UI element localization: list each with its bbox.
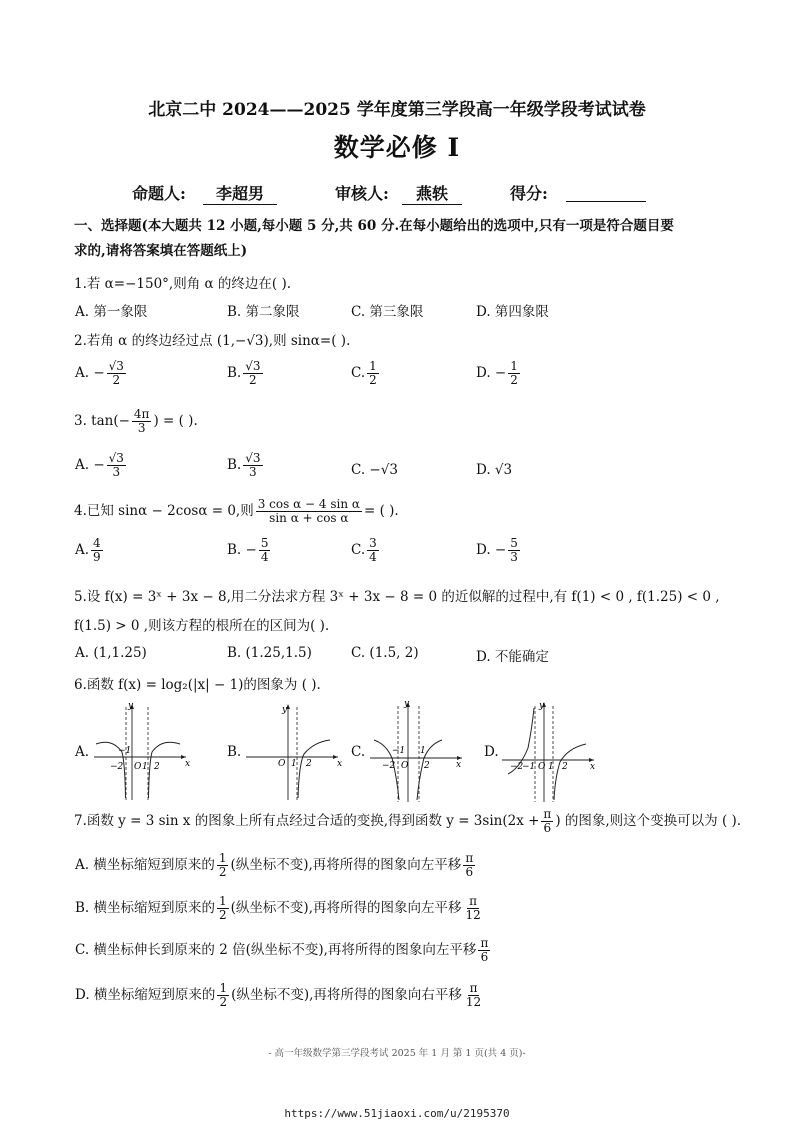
svg-text:−1: −1 [522, 762, 536, 772]
q6-option-b-label: B. [227, 744, 242, 760]
author-name: 李超男 [203, 181, 277, 205]
svg-text:x: x [337, 759, 343, 769]
page-footer: - 高一年级数学第三学段考试 2025 年 1 月 第 1 页(共 4 页)- [268, 1048, 526, 1059]
q7-stem: 7.函数 y = 3 sin x 的图象上所有点经过合适的变换,得到函数 y = 3sin(2x + $\frac{\pi}{6}$ ) 的图象,则这个变换可以为 ( ). [74, 807, 742, 836]
q2-stem: 2.若角 α 的终边经过点 (1,−√3),则 sinα=( ). [74, 333, 351, 349]
q1-option-d: D. 第四象限 [476, 304, 549, 320]
q3-option-d: D. √3 [476, 462, 513, 478]
svg-text:−2: −2 [510, 762, 524, 772]
section-heading [74, 214, 724, 264]
q7-option-d: D. 横坐标缩短到原来的 $\frac{1}{2}$ (纵坐标不变),再将所得的图象向右平移 $\frac{\pi}{12}$ [75, 981, 482, 1010]
svg-text:O: O [134, 762, 142, 772]
q5-option-a: A. (1,1.25) [75, 645, 147, 661]
section-line-2: 求的,请将答案填在答题纸上) [74, 243, 248, 259]
q6-graph-a [92, 702, 192, 802]
q1-stem: 1.若 α=−150°,则角 α 的终边在( ). [74, 276, 292, 292]
q4-option-b: B. − $\frac{5}{4}$ [227, 536, 269, 565]
svg-text:x: x [185, 759, 191, 769]
svg-text:2: 2 [562, 762, 568, 772]
reviewer-name: 燕轶 [402, 181, 462, 205]
q2-option-b: B. $\frac{√3}{2}$ [227, 359, 261, 388]
svg-text:1: 1 [420, 746, 426, 756]
reviewer-label: 审核人: [335, 184, 389, 203]
q3-stem: 3. tan(− $\frac{4\pi}{3}$ ) = ( ). [74, 407, 198, 436]
q3-option-a: A. − $\frac{√3}{3}$ [75, 451, 124, 480]
svg-text:y: y [404, 699, 410, 709]
q6-option-d-label: D. [484, 744, 499, 760]
q5-option-b: B. (1.25,1.5) [227, 645, 312, 661]
svg-text:1: 1 [142, 762, 148, 772]
svg-text:O: O [538, 762, 546, 772]
q6-graph-d [500, 698, 600, 804]
q4-option-a: A. $\frac{4}{9}$ [75, 536, 101, 565]
svg-text:y: y [282, 705, 288, 715]
svg-text:y: y [539, 701, 545, 711]
q1-option-b: B. 第二象限 [227, 304, 300, 320]
svg-text:−2: −2 [382, 761, 396, 771]
q6-graph-c [368, 698, 468, 804]
q7-option-b: B. 横坐标缩短到原来的 $\frac{1}{2}$ (纵坐标不变),再将所得的图象向左平移 $\frac{\pi}{12}$ [75, 894, 481, 923]
svg-text:2: 2 [154, 762, 160, 772]
svg-text:−2: −2 [110, 762, 124, 772]
svg-text:1: 1 [548, 762, 554, 772]
watermark-url[interactable]: https://www.51jiaoxi.com/u/2195370 [284, 1107, 510, 1120]
q5-option-c: C. (1.5, 2) [351, 645, 419, 661]
q7-option-c: C. 横坐标伸长到原来的 2 倍(纵坐标不变),再将所得的图象向左平移 $\frac{\pi}{6}$ [75, 936, 489, 965]
q5-stem-line-1: 5.设 f(x) = 3ˣ + 3x − 8,用二分法求方程 3ˣ + 3x − 8 = 0 的近似解的过程中,有 f(1) < 0 , f(1.25) < 0 , [74, 589, 720, 605]
q1-option-c: C. 第三象限 [351, 304, 424, 320]
q5-option-d: D. 不能确定 [476, 649, 549, 665]
q1-option-a: A. 第一象限 [75, 304, 148, 320]
score-blank[interactable] [566, 181, 646, 202]
svg-text:1: 1 [291, 759, 297, 769]
svg-text:−1: −1 [118, 746, 132, 756]
q4-stem: 4.已知 sinα − 2cosα = 0,则 $\frac{\text{3 cos α − 4 sin α}}{\text{sin α + cos α}}$ = ( ). [74, 497, 399, 526]
score-label: 得分: [510, 184, 548, 203]
q2-option-d: D. − $\frac{1}{2}$ [476, 359, 518, 388]
q4-option-d: D. − $\frac{5}{3}$ [476, 536, 518, 565]
subject-title: 数学必修 I [333, 133, 461, 162]
svg-text:x: x [456, 760, 462, 770]
q6-option-a-label: A. [75, 744, 90, 760]
q3-option-b: B. $\frac{√3}{3}$ [227, 451, 261, 480]
q6-stem: 6.函数 f(x) = log₂(|x| − 1)的图象为 ( ). [74, 677, 321, 693]
q2-option-a: A. − $\frac{√3}{2}$ [75, 359, 124, 388]
q2-option-c: C. $\frac{1}{2}$ [351, 359, 377, 388]
q4-option-c: C. $\frac{3}{4}$ [351, 536, 377, 565]
section-line-1: 一、选择题(本大题共 12 小题,每小题 5 分,共 60 分.在每小题给出的选项中,只有一项是符合题目要 [74, 218, 674, 234]
author-label: 命题人: [132, 184, 186, 203]
q6-option-c-label: C. [351, 744, 366, 760]
svg-text:O: O [278, 759, 286, 769]
svg-text:2: 2 [306, 759, 312, 769]
svg-text:2: 2 [424, 761, 430, 771]
q3-option-c: C. −√3 [351, 462, 398, 478]
q5-stem-line-2: f(1.5) > 0 ,则该方程的根所在的区间为( ). [74, 618, 330, 634]
exam-title: 北京二中 2024——2025 学年度第三学段高一年级学段考试试卷 [148, 100, 646, 120]
svg-text:x: x [590, 762, 596, 772]
q6-graph-b [244, 702, 344, 802]
svg-text:−1: −1 [392, 746, 406, 756]
svg-text:O: O [401, 761, 409, 771]
svg-text:y: y [128, 702, 134, 711]
q7-option-a: A. 横坐标缩短到原来的 $\frac{1}{2}$ (纵坐标不变),再将所得的图象向左平移 $\frac{\pi}{6}$ [75, 851, 474, 880]
